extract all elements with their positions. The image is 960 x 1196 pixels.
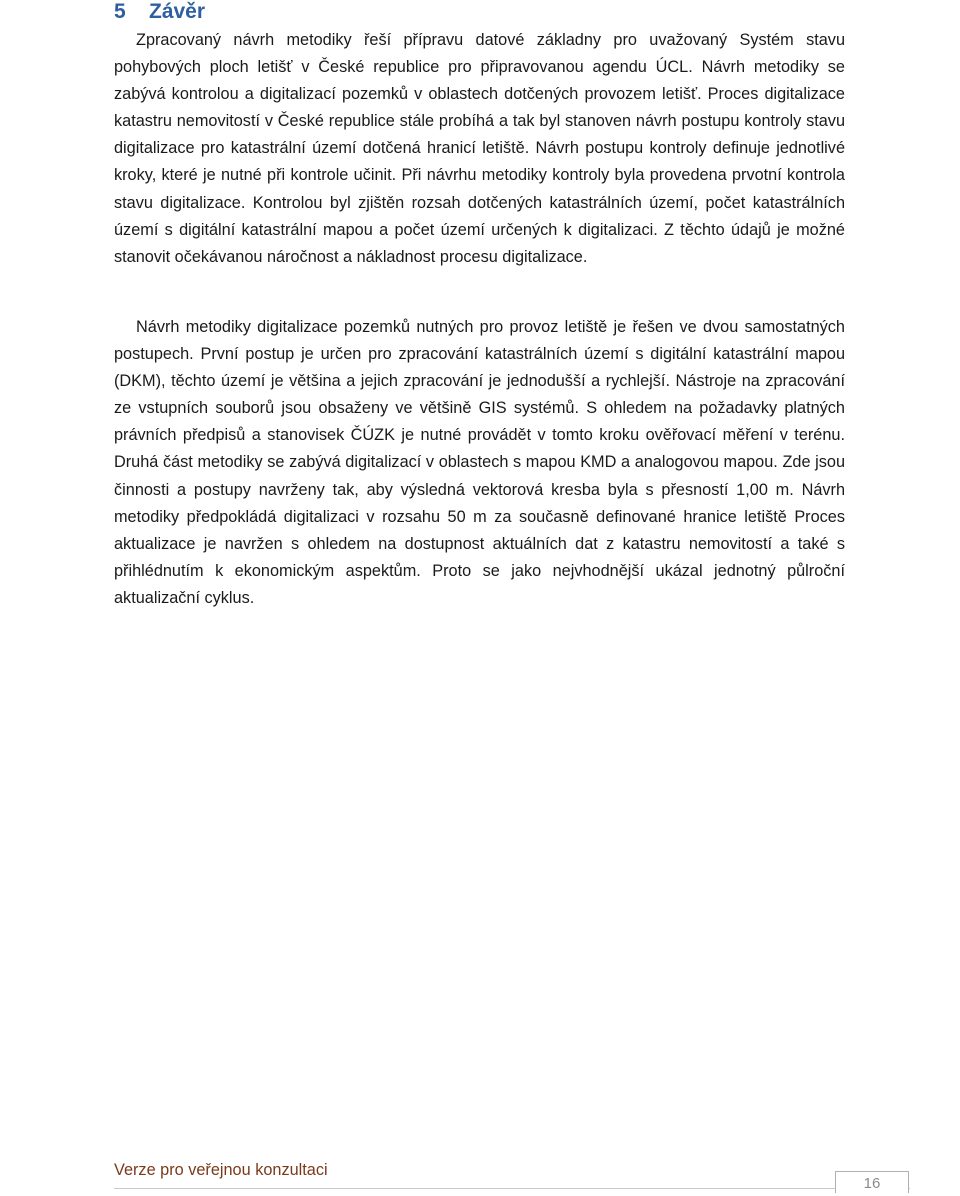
footer-divider <box>114 1188 910 1189</box>
paragraph-1: Zpracovaný návrh metodiky řeší přípravu datové základny pro uvažovaný Systém stavu pohybových ploch letišť v České republice pro připravovanou agendu ÚCL. Návrh metodiky se zabývá kontrolou a digitalizací pozemků v oblastech dotčených provozem letišť. Proces digitalizace katastru nemovitostí v České republice stále probíhá a tak byl stanoven návrh postupu kontroly stavu digitalizace pro katastrální území dotčená hranicí letiště. Návrh postupu kontroly definuje jednotlivé kroky, které je nutné při kontrole učinit. Při návrhu metodiky kontroly byla provedena prvotní kontrola stavu digitalizace. Kontrolou byl zjištěn rozsah dotčených katastrálních území, počet katastrálních území s digitální katastrální mapou a počet území určených k digitalizaci. Z těchto údajů je možné stanovit očekávanou náročnost a nákladnost procesu digitalizace. <box>114 31 845 266</box>
section-number: 5 <box>114 0 126 23</box>
page-number: 16 <box>835 1171 909 1193</box>
footer-label: Verze pro veřejnou konzultaci <box>114 1161 328 1179</box>
section-title: Závěr <box>149 0 206 23</box>
paragraph-2-container <box>114 314 845 612</box>
paragraph-1-container <box>114 27 845 271</box>
section-heading <box>114 0 205 26</box>
paragraph-2: Návrh metodiky digitalizace pozemků nutných pro provoz letiště je řešen ve dvou samostatných postupech. První postup je určen pro zpracování katastrálních území s digitální katastrální mapou (DKM), těchto území je většina a jejich zpracování je jednodušší a rychlejší. Nástroje na zpracování ze vstupních souborů jsou obsaženy ve většině GIS systémů. S ohledem na požadavky platných právních předpisů a stanovisek ČÚZK je nutné provádět v tomto kroku ověřovací měření v terénu. Druhá část metodiky se zabývá digitalizací v oblastech s mapou KMD a analogovou mapou. Zde jsou činnosti a postupy navrženy tak, aby výsledná vektorová kresba byla s přesností 1,00 m. Návrh metodiky předpokládá digitalizaci v rozsahu 50 m za současně definované hranice letiště Proces aktualizace je navržen s ohledem na dostupnost aktuálních dat z katastru nemovitostí a také s přihlédnutím k ekonomickým aspektům. Proto se jako nejvhodnější ukázal jednotný půlroční aktualizační cyklus. <box>114 318 845 607</box>
